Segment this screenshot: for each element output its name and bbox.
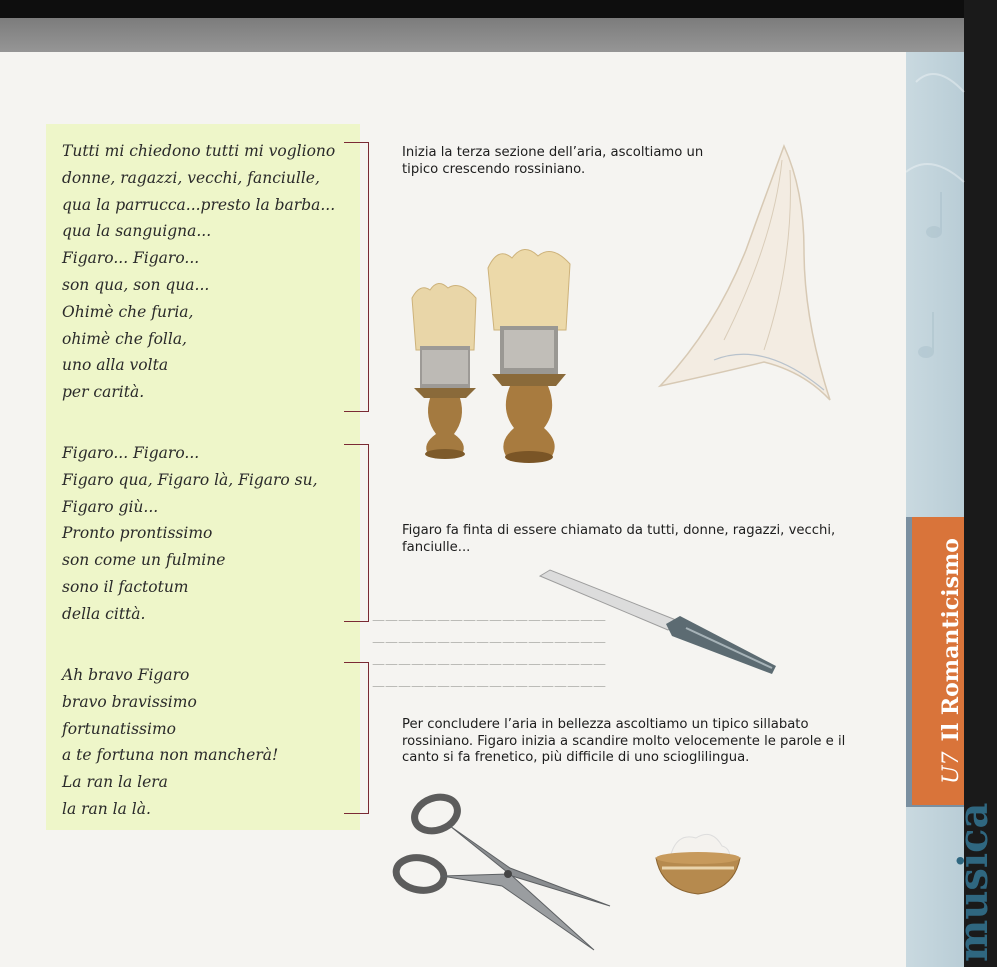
lyric-line: Tutti mi chiedono tutti mi vogliono	[62, 142, 336, 160]
lyric-line: son qua, son qua...	[62, 275, 210, 294]
lyric-line: per carità.	[62, 383, 145, 402]
cape-illustration	[654, 140, 844, 410]
stanza-3	[62, 662, 278, 823]
stanza-1-bracket	[344, 142, 369, 412]
lyric-line: La ran la lera	[62, 773, 168, 792]
lyric-line: donne, ragazzi, vecchi, fanciulle,	[62, 168, 320, 187]
lyric-line: qua la parrucca...presto la barba...	[62, 195, 336, 214]
unit-number: U7	[939, 751, 964, 784]
stanza-2-bracket	[344, 444, 369, 622]
soap-bowl-illustration	[650, 824, 746, 904]
scissors-illustration	[390, 790, 620, 960]
lyric-line: Ah bravo Figaro	[62, 666, 190, 684]
lyric-line: Figaro giù...	[62, 497, 159, 516]
lyric-line: Figaro... Figaro...	[62, 444, 200, 462]
lyric-line: della città.	[62, 604, 146, 623]
side-label: musica	[950, 802, 997, 962]
note-crescendo: Inizia la terza sezione dell’aria, ascoltiamo un tipico crescendo rossiniano.	[402, 145, 704, 177]
lyric-line: fortunatissimo	[62, 719, 176, 738]
lyric-line: uno alla volta	[62, 356, 169, 375]
lyric-line: Figaro... Figaro...	[62, 249, 200, 268]
unit-title: Il Romanticismo	[938, 538, 964, 742]
stanza-2	[62, 440, 318, 628]
stanza-3-bracket	[344, 662, 369, 814]
note-sillabato: Per concludere l’aria in bellezza ascoltiamo un tipico sillabato rossiniano. Figaro inizia a scandire molto velocemente le parole e il canto si fa frenetico, più difficile di uno scioglilingua.	[402, 717, 846, 765]
stanza-1	[62, 138, 335, 406]
lyric-line: la ran la là.	[62, 799, 151, 818]
lyric-line: a te fortuna non mancherà!	[62, 746, 279, 765]
shaving-brushes-illustration	[400, 238, 590, 468]
razor-illustration	[536, 568, 780, 680]
lyric-line: sono il factotum	[62, 577, 189, 596]
chapter-tab-label	[938, 538, 964, 784]
scan-dark-edge	[0, 0, 964, 18]
lyric-line: Ohimè che furia,	[62, 302, 194, 321]
note-finta: Figaro fa finta di essere chiamato da tutti, donne, ragazzi, vecchi, fanciulle...	[402, 523, 836, 555]
lyric-line: Figaro qua, Figaro là, Figaro su,	[62, 470, 318, 489]
lyric-line: Pronto prontissimo	[62, 524, 213, 543]
lyric-line: qua la sanguigna...	[62, 222, 212, 241]
lyric-line: bravo bravissimo	[62, 692, 197, 711]
lyric-line: ohimè che folla,	[62, 329, 187, 348]
lyric-line: son come un fulmine	[62, 551, 226, 570]
